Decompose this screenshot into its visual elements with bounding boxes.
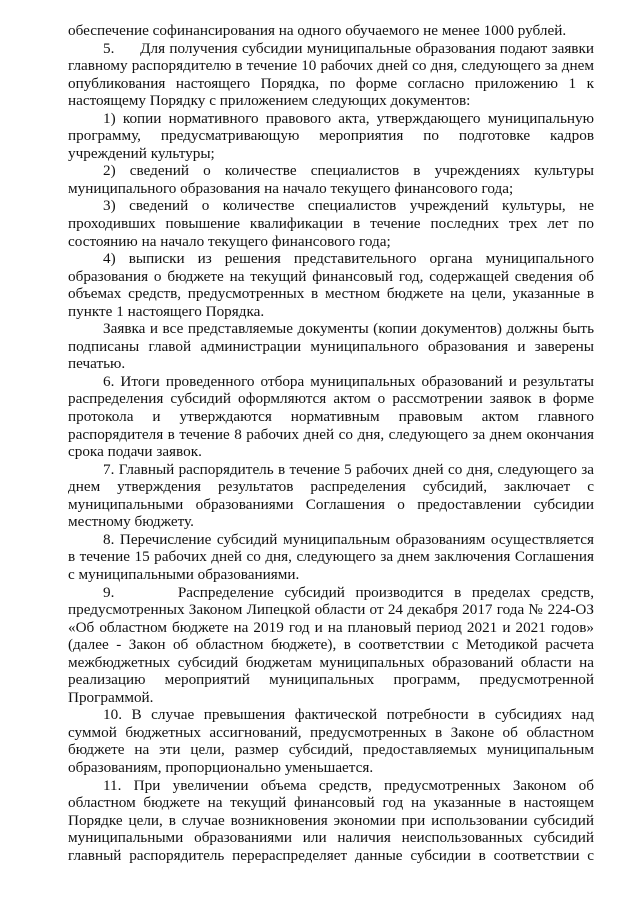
paragraph-5-item-4: 4) выписки из решения представительного органа муниципального образования о бюджете на текущий финансовый год, содержащей сведения об объемах средств, предусмотренных в местном бюджете на цели, указанные в пункте 1 настоящего Порядка.: [68, 250, 594, 320]
paragraph-9: 9. Распределение субсидий производится в пределах средств, предусмотренных Законом Липецкой области от 24 декабря 2017 года № 224-ОЗ «Об областном бюджете на 2019 год и на плановый период 2021 и 2021 годов» (далее - Закон об областном бюджете), в соответствии с Методикой расчета межбюджетных субсидий бюджетам муниципальных образований области на реализацию мероприятий муниципальных программ, предусмотренной Программой.: [68, 583, 594, 706]
paragraph-continuation: обеспечение софинансирования на одного обучаемого не менее 1000 рублей.: [68, 22, 567, 39]
paragraph-8: 8. Перечисление субсидий муниципальным образованиям осуществляется в течение 15 рабочих дней со дня, следующего за днем заключения Соглашения с муниципальными образованиями.: [68, 530, 594, 583]
paragraph-11: 11. При увеличении объема средств, предусмотренных Законом об областном бюджете на текущий финансовый год на указанные в настоящем Порядке цели, в случае возникновения экономии при использовании субсидий муниципальными образованиями или наличия неиспользованных субсидий главный распорядитель перераспределяет данные субсидии в соответствии с: [68, 776, 594, 864]
paragraph-5-item-2: 2) сведений о количестве специалистов в учреждениях культуры муниципального образования на начало текущего финансового года;: [68, 162, 594, 197]
paragraph-5-note: Заявка и все представляемые документы (копии документов) должны быть подписаны главой администрации муниципального образования и заверены печатью.: [68, 320, 594, 373]
paragraph-5: 5. Для получения субсидии муниципальные образования подают заявки главному распорядителю в течение 10 рабочих дней со дня, следующего за днем опубликования настоящего Порядка, по форме согласно приложению 1 к настоящему Порядку с приложением следующих документов:: [68, 39, 594, 110]
paragraph-10: 10. В случае превышения фактической потребности в субсидиях над суммой бюджетных ассигнований, предусмотренных в Законе об областном бюджете на эти цели, размер субсидий, предоставляемых муниципальным образованиям, пропорционально уменьшается.: [68, 706, 594, 776]
paragraph-6: 6. Итоги проведенного отбора муниципальных образований и результаты распределения субсидий оформляются актом о рассмотрении заявок в форме протокола и утверждаются нормативным правовым актом главного распорядителя в течение 8 рабочих дней со дня, следующего за днем окончания срока подачи заявок.: [68, 372, 594, 461]
paragraph-7: 7. Главный распорядитель в течение 5 рабочих дней со дня, следующего за днем утверждения результатов распределения субсидий, заключает с муниципальными образованиями Соглашения о предоставлении субсидии местному бюджету.: [68, 460, 594, 531]
paragraph-5-item-3: 3) сведений о количестве специалистов учреждений культуры, не проходивших повышение квалификации в течение последних трех лет по состоянию на начало текущего финансового года;: [68, 197, 594, 250]
paragraph-5-item-1: 1) копии нормативного правового акта, утверждающего муниципальную программу, предусматривающую мероприятия по подготовке кадров учреждений культуры;: [68, 109, 594, 162]
document-page: [68, 22, 594, 864]
